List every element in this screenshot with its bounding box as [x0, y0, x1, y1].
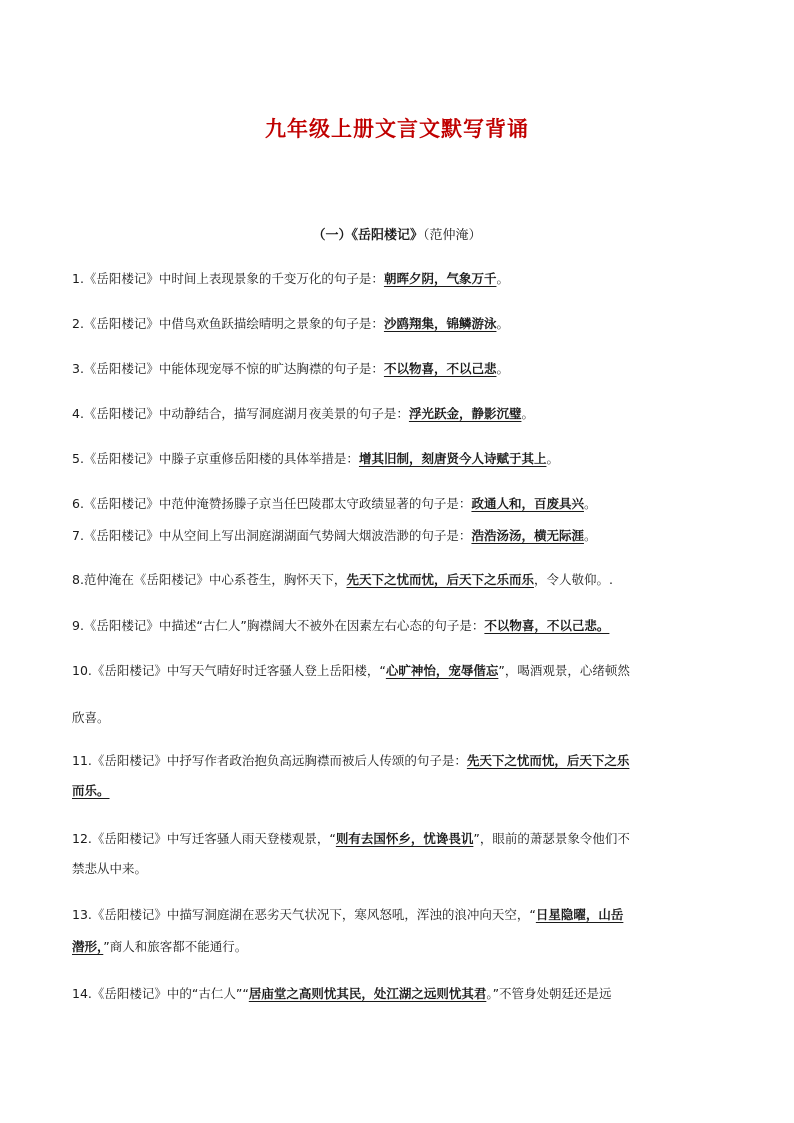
page-title: 九年级上册文言文默写背诵 — [265, 117, 529, 141]
list-item — [72, 359, 724, 379]
question-suffix: 。 — [583, 496, 597, 511]
list-item — [72, 404, 724, 424]
question-suffix: ”，喝酒观景，心绪顿然 — [498, 663, 630, 678]
question-suffix: ”，眼前的萧瑟景象令他们不 — [473, 831, 630, 846]
question-text: 7.《岳阳楼记》中从空间上写出洞庭湖湖面气势阔大烟波浩渺的句子是： — [72, 528, 472, 543]
answer-text: 不以物喜，不以己悲 — [383, 361, 497, 376]
list-item — [72, 570, 724, 590]
question-suffix: ，令人敬仰。. — [533, 572, 613, 587]
question-text: 9.《岳阳楼记》中描述“古仁人”胸襟阔大不被外在因素左右心态的句子是： — [72, 618, 485, 633]
list-item — [72, 661, 724, 681]
list-item — [72, 905, 724, 925]
question-suffix: ”商人和旅客都不能通行。 — [103, 939, 248, 954]
answer-text: 潜形， — [72, 939, 104, 954]
answer-text: 先天下之忧而忧，后天下之乐 — [466, 753, 630, 768]
question-text: 6.《岳阳楼记》中范仲淹赞扬滕子京当任巴陵郡太守政绩显著的句子是： — [72, 496, 472, 511]
question-text: 12.《岳阳楼记》中写迁客骚人雨天登楼观景，“ — [72, 831, 336, 846]
list-item — [72, 829, 724, 849]
list-item — [72, 449, 724, 469]
answer-text: 不以物喜，不以己悲。 — [484, 618, 610, 633]
list-item-continuation — [72, 781, 110, 801]
list-item-continuation — [72, 937, 247, 957]
answer-text: 朝晖夕阴，气象万千 — [383, 271, 497, 286]
list-item — [72, 616, 724, 636]
answer-text: 日星隐曜，山岳 — [535, 907, 624, 922]
answer-text: 而乐。 — [72, 783, 110, 798]
answer-text: 心旷神怡，宠辱偕忘 — [385, 663, 499, 678]
answer-text: 先天下之忧而忧，后天下之乐而乐 — [346, 572, 534, 587]
question-suffix: 。 — [521, 406, 534, 421]
question-suffix: 。 — [496, 316, 509, 331]
answer-text: 增其旧制，刻唐贤今人诗赋于其上 — [358, 451, 547, 466]
question-text: 10.《岳阳楼记》中写天气晴好时迁客骚人登上岳阳楼，“ — [72, 663, 386, 678]
question-suffix: 。 — [546, 451, 559, 466]
list-item-continuation: 欣喜。 — [72, 710, 110, 725]
list-item — [72, 269, 724, 289]
answer-text: 则有去国怀乡，忧谗畏讥 — [335, 831, 474, 846]
list-item — [72, 494, 724, 514]
question-suffix: 。 — [496, 361, 509, 376]
section-author: （范仲淹） — [423, 228, 482, 243]
answer-text: 政通人和，百废具兴 — [471, 496, 584, 511]
list-item — [72, 526, 724, 546]
question-suffix: 。 — [496, 271, 509, 286]
question-text: 3.《岳阳楼记》中能体现宠辱不惊的旷达胸襟的句子是： — [72, 361, 384, 376]
question-text: 11.《岳阳楼记》中抒写作者政治抱负高远胸襟而被后人传颂的句子是： — [72, 753, 467, 768]
question-text: 13.《岳阳楼记》中描写洞庭湖在恶劣天气状况下，寒风怒吼，浑浊的浪冲向天空，“ — [72, 907, 536, 922]
question-suffix: 。”不管身处朝廷还是远 — [486, 986, 612, 1001]
answer-text: 居庙堂之高则忧其民，处江湖之远则忧其君 — [248, 986, 487, 1001]
answer-text: 浩浩汤汤，横无际涯 — [471, 528, 584, 543]
question-text: 8.范仲淹在《岳阳楼记》中心系苍生，胸怀天下， — [72, 572, 347, 587]
question-text: 5.《岳阳楼记》中滕子京重修岳阳楼的具体举措是： — [72, 451, 359, 466]
answer-text: 浮光跃金，静影沉璧 — [408, 406, 522, 421]
question-text: 14.《岳阳楼记》中的“古仁人”“ — [72, 986, 249, 1001]
answer-text: 沙鸥翔集，锦鳞游泳 — [383, 316, 497, 331]
question-suffix: 。 — [583, 528, 597, 543]
list-item — [72, 984, 724, 1004]
section-label: （一）《岳阳楼记》 — [312, 228, 423, 243]
section-heading — [0, 224, 794, 243]
list-item — [72, 751, 724, 771]
list-item — [72, 314, 724, 334]
question-text: 1.《岳阳楼记》中时间上表现景象的千变万化的句子是： — [72, 271, 384, 286]
question-text: 2.《岳阳楼记》中借鸟欢鱼跃描绘晴明之景象的句子是： — [72, 316, 384, 331]
question-text: 4.《岳阳楼记》中动静结合，描写洞庭湖月夜美景的句子是： — [72, 406, 409, 421]
list-item-continuation: 禁悲从中来。 — [72, 861, 148, 876]
